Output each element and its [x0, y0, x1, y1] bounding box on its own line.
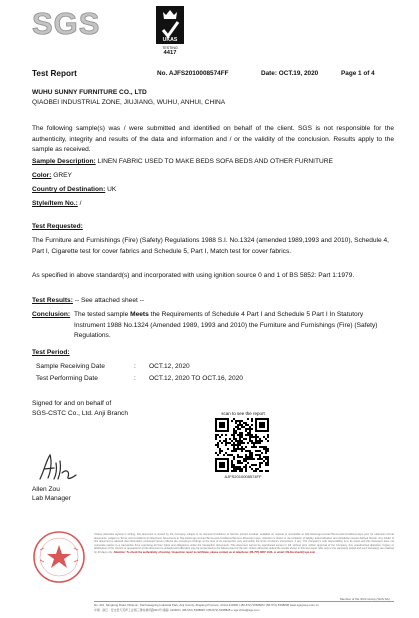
sample-style-label: Style/Item No.: — [32, 200, 78, 207]
report-number: No. AJFS2010008574FF — [157, 70, 229, 77]
signoff-line1: Signed for and on behalf of — [32, 400, 112, 407]
conclusion-post: the Requirements of Schedule 4 Part I and Schedule 5 Part I In Statutory Instrument 1988 No.1324 (Amended 1989, 1993 and 2010) the Furniture and Furnishings (Fire) (Safety) Regulations. — [74, 311, 378, 339]
sample-country — [32, 185, 394, 196]
sample-country-label: Country of Destination: — [32, 186, 106, 193]
signature-icon — [36, 451, 78, 483]
qr-code-text: AJFS2010008574FF — [224, 474, 262, 479]
ukas-label: UKAS — [162, 37, 178, 43]
conclusion-pre: The tested sample — [74, 311, 131, 318]
qr-code-icon[interactable] — [215, 418, 269, 472]
client-name: WUHU SUNNY FURNITURE CO., LTD — [32, 89, 147, 96]
footer-divider — [94, 601, 394, 602]
intro-paragraph: The following sample(s) was / were submitted and identified on behalf of the client. SGS is not responsible for the authenticity, integrity and results of the data and information and / or the validity of the conclusion. Results apply to the sample as received. — [32, 125, 394, 153]
test-period-row-colon: : — [134, 375, 136, 382]
test-results-label: Test Results: — [32, 297, 73, 304]
ukas-sub: TESTING — [162, 46, 178, 50]
sample-color-label: Color: — [32, 172, 52, 179]
page-info: Page 1 of 4 — [341, 70, 375, 77]
svg-text:SGS: SGS — [32, 6, 101, 40]
test-standard-text: As specified in above standard(s) and incorporated with using ignition source 0 and 1 of BS 5852: Part 1:1979. — [32, 272, 355, 279]
test-period-row-value: OCT.12, 2020 — [149, 363, 190, 370]
sample-description — [32, 157, 394, 168]
test-period-row-label: Sample Receiving Date — [36, 363, 105, 370]
test-requested-label: Test Requested: — [32, 223, 83, 230]
test-period-row-colon: : — [134, 363, 136, 370]
test-period-row-label: Test Performing Date — [36, 375, 98, 382]
signoff-role: Lab Manager — [32, 495, 71, 502]
footer-address-cn: 中国 · 浙江 · 安吉县天荒坪工业园三堡村桑风路301号 邮编: 313300 t (86-572) 5338825 f (86-572) 5338828 e sgs.china@sgs.com — [94, 608, 260, 612]
ukas-number: 4417 — [163, 50, 177, 56]
signoff-name: Allen Zou — [32, 486, 60, 493]
report-title: Test Report — [32, 69, 77, 78]
sample-country-value: UK — [107, 186, 117, 193]
sample-style-value: / — [79, 200, 82, 207]
test-period-label: Test Period: — [32, 349, 70, 356]
conclusion-label: Conclusion: — [32, 311, 71, 318]
sample-description-value: LINEN FABRIC USED TO MAKE BEDS SOFA BEDS AND OTHER FURNITURE — [97, 158, 333, 165]
test-period-row-value: OCT.12, 2020 TO OCT.16, 2020 — [149, 375, 243, 382]
conclusion-keyword: Meets — [130, 311, 149, 318]
ukas-logo — [150, 6, 190, 56]
signoff-line2: SGS-CSTC Co., Ltd. Anji Branch — [32, 410, 129, 417]
footer-member: Member of the SGS Group (SGS SA) — [340, 597, 390, 601]
conclusion-body — [74, 310, 392, 342]
sample-description-label: Sample Description: — [32, 158, 96, 165]
company-seal-icon — [32, 530, 86, 584]
report-date: Date: OCT.19, 2020 — [261, 70, 319, 77]
footer-disclaimer-text: Unless otherwise agreed in writing, this document is issued by the Company subject to its General Conditions of Service printed overleaf, available on request or accessible at http://www.sgs.com/en/Terms-and-Conditions.aspx and, for electronic format documents, subject to Terms and Conditions for Electronic Documents at http://www.sgs.com/en/Terms-and-Conditions/Terms-e-Document.aspx. Attention is drawn to the limitation of liability, indemnification and jurisdiction issues defined therein. Any holder of this document is advised that information contained hereon reflects the Company's findings at the time of its intervention only and within the limits of Client's instructions, if any. The Company's sole responsibility is to its Client and this document does not exonerate parties to a transaction from exercising all their rights and obligations under the transaction documents. This document cannot be reproduced except in full, without prior written approval of the Company. Any unauthorized alteration, forgery or falsification of the content or appearance of this document is unlawful and offenders may be prosecuted to the fullest extent of the law. Unless otherwise stated the results shown in this test report refer only to the sample(s) tested and such sample(s) are retained for 30 days only. — [94, 533, 394, 554]
sample-color — [32, 171, 394, 182]
test-requested-text: The Furniture and Furnishings (Fire) (Safety) Regulations 1988 S.I. No.1324 (amended 1989,1993 and 2010), Schedule 4, Part I, Cigarette test for cover fabrics and Schedule 5, Part I, Match test for cover fabrics. — [32, 237, 390, 255]
client-address: QIAOBEI INDUSTRIAL ZONE, JIUJIANG, WUHU, ANHUI, CHINA — [32, 99, 226, 106]
sample-style — [32, 199, 394, 210]
sgs-logo-icon — [30, 6, 108, 40]
footer-address-en: No. 301, Sangfeng Road, Dibacun, Tianhuangping Industrial Park, Anji County, Zhejiang Province, China 313300 t (86-572) 5338825 f (86-572) 5338828 www.sgsgroup.com.cn — [94, 603, 319, 607]
test-results-value: -- See attached sheet -- — [74, 297, 145, 304]
report-header-line — [32, 69, 407, 81]
footer-attention: Attention: To check the authenticity of testing / inspection report & certificate, please contact us at telephone: (86-755) 8307 1443, or email: CN.Doccheck@sgs.com — [113, 550, 316, 554]
test-results — [32, 296, 394, 307]
sample-color-value: GREY — [53, 172, 72, 179]
qr-caption: scan to see the report — [221, 411, 265, 416]
footer-disclaimer — [94, 533, 394, 555]
